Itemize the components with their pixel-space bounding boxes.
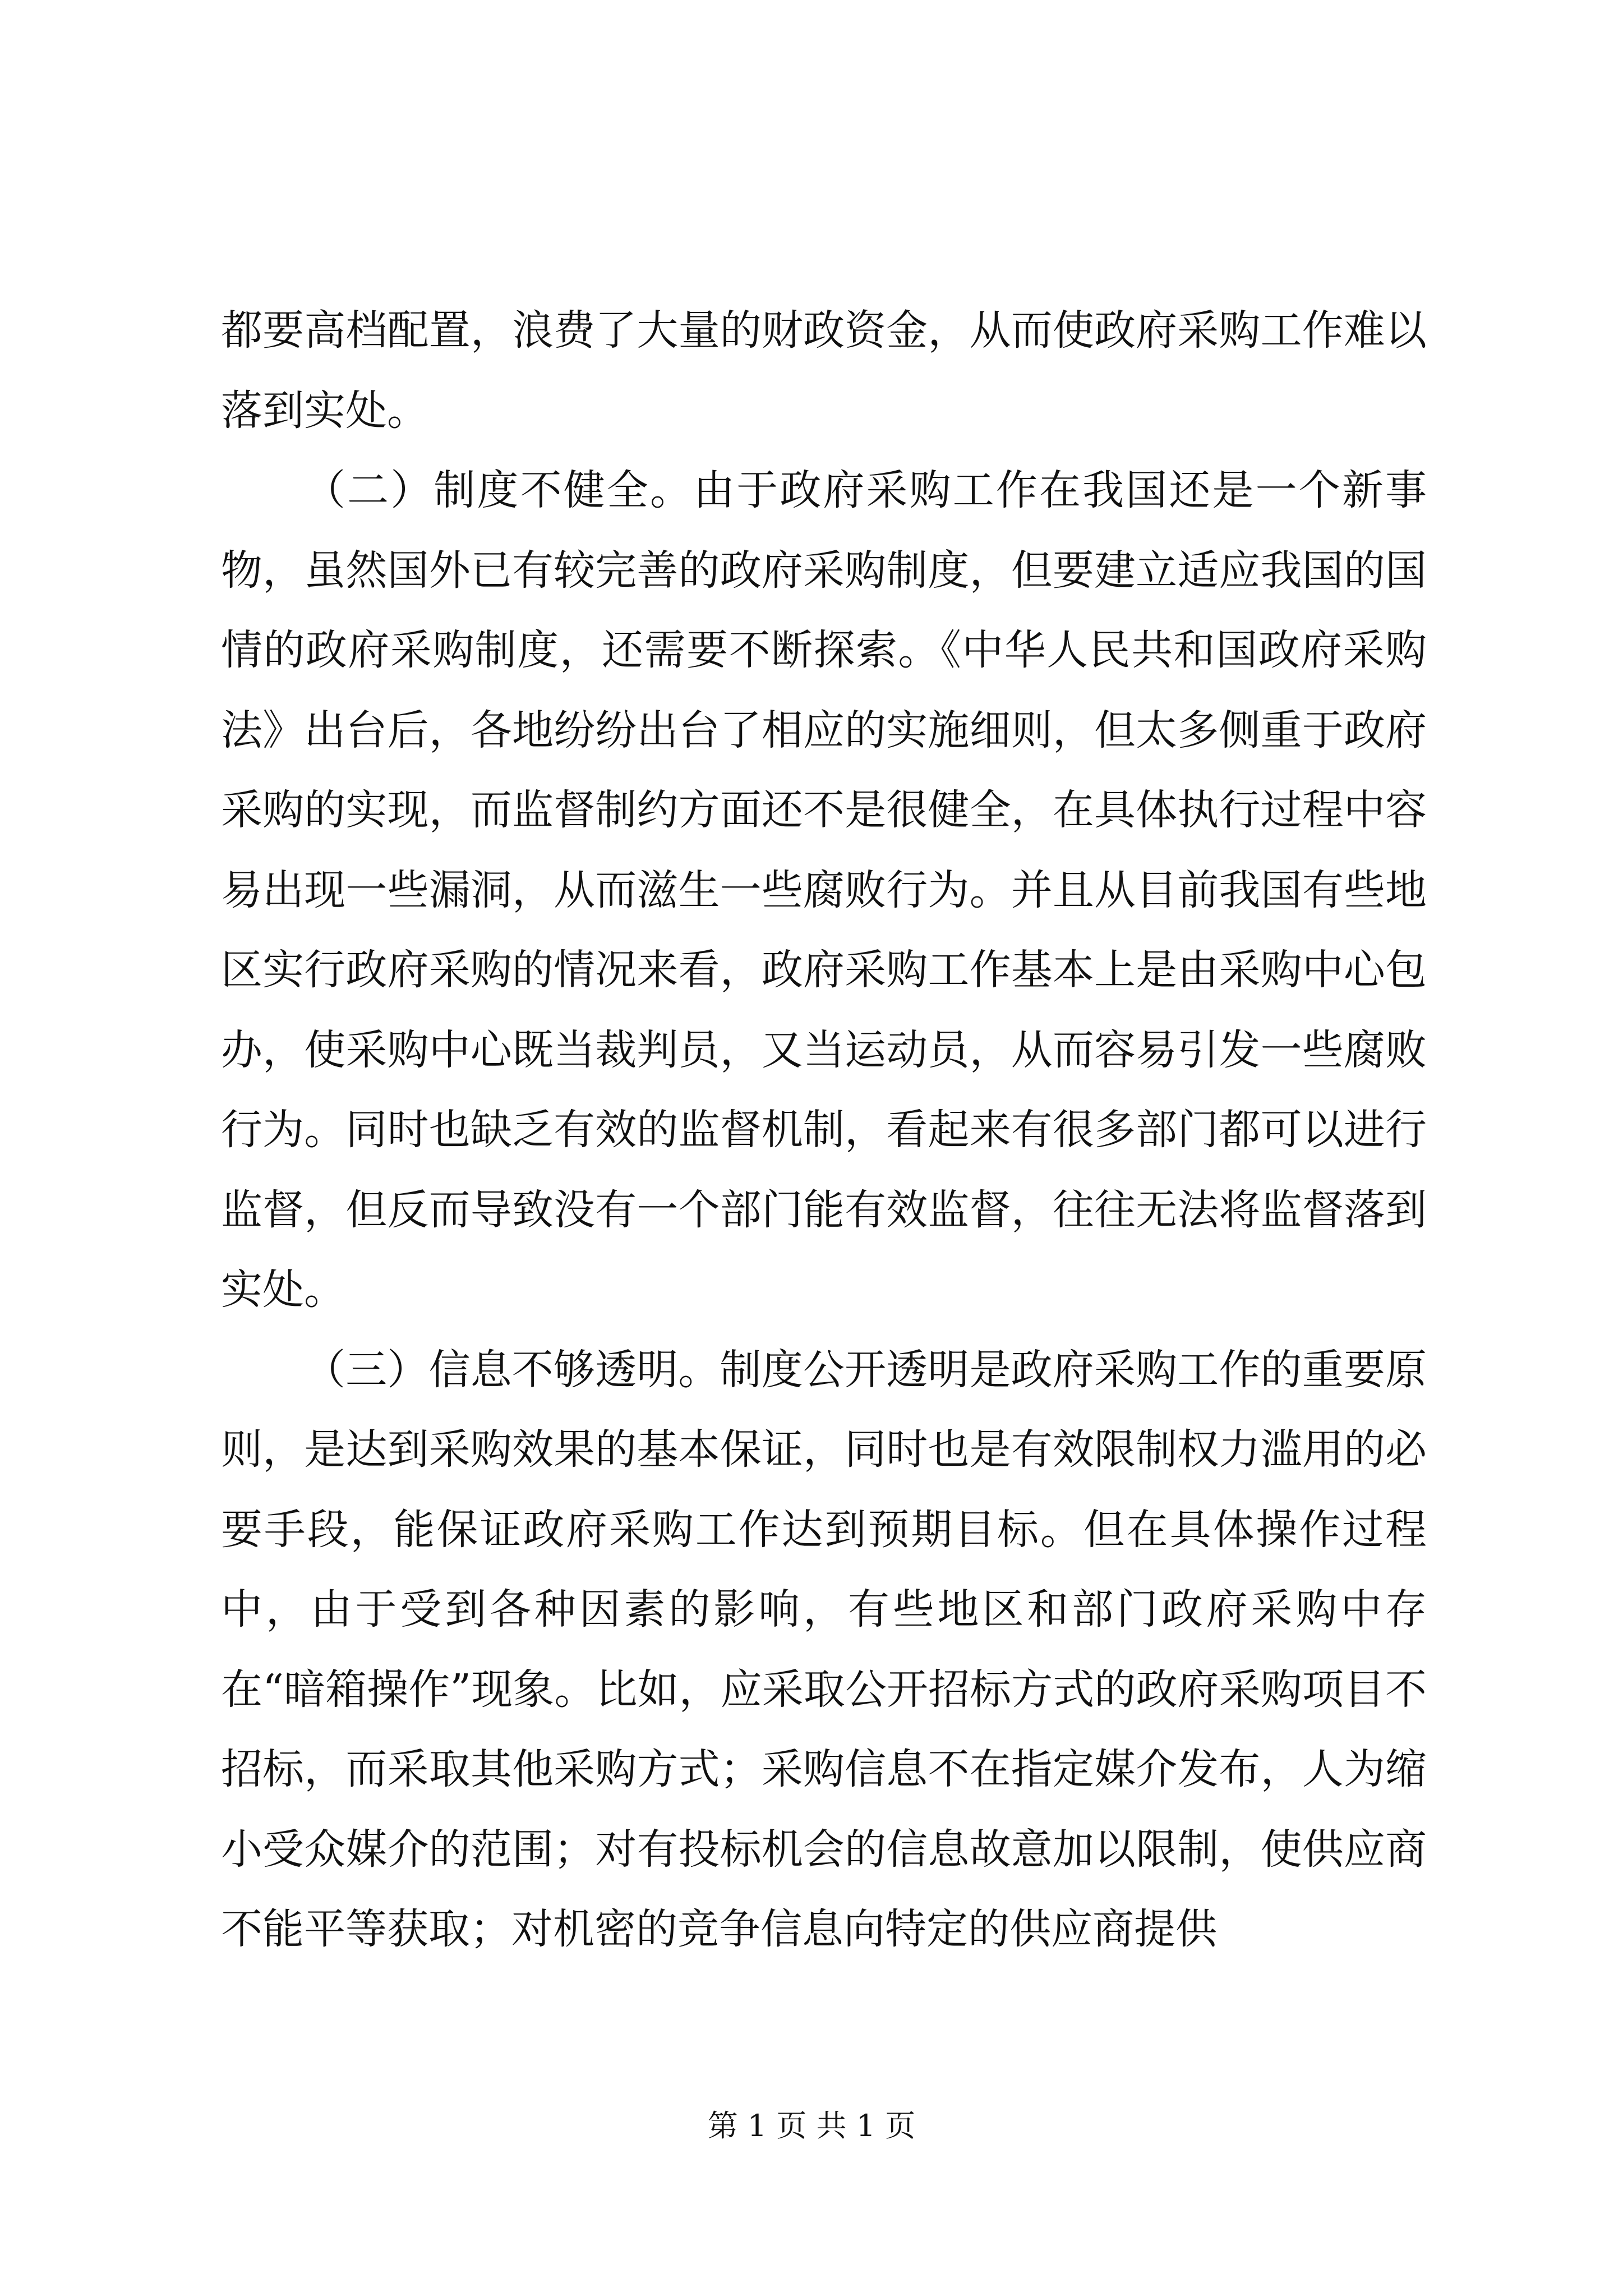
paragraph-information-transparency: （三）信息不够透明。制度公开透明是政府采购工作的重要原则，是达到采购效果的基本保证，同时也是有效限制权力滥用的必要手段，能保证政府采购工作达到预期目标。但在具体操作过程中，由于受到各种因素的影响，有些地区和部门政府采购中存在“暗箱操作”现象。比如，应采取公开招标方式的政府采购项目不招标，而采取其他采购方式；采购信息不在指定媒介发布，人为缩小受众媒介的范围；对有投标机会的信息故意加以限制，使供应商不能平等获取；对机密的竞争信息向特定的供应商提供 (221, 1345, 1427, 1953)
page-footer: 第 1 页 共 1 页 (707, 2108, 916, 2143)
paragraph-system-imperfect: （二）制度不健全。由于政府采购工作在我国还是一个新事物，虽然国外已有较完善的政府采购制度，但要建立适应我国的国情的政府采购制度，还需要不断探索。《中华人民共和国政府采购法》出台后，各地纷纷出台了相应的实施细则，但太多侧重于政府采购的实现，而监督制约方面还不是很健全，在具体执行过程中容易出现一些漏洞，从而滋生一些腐败行为。并且从目前我国有些地区实行政府采购的情况来看，政府采购工作基本上是由采购中心包办，使采购中心既当裁判员，又当运动员，从而容易引发一些腐败行为。同时也缺乏有效的监督机制，看起来有很多部门都可以进行监督，但反而导致没有一个部门能有效监督，往往无法将监督落到实处。 (221, 466, 1427, 1314)
document-body (221, 291, 1427, 1970)
paragraph-continuation: 都要高档配置，浪费了大量的财政资金，从而使政府采购工作难以落到实处。 (221, 306, 1427, 435)
